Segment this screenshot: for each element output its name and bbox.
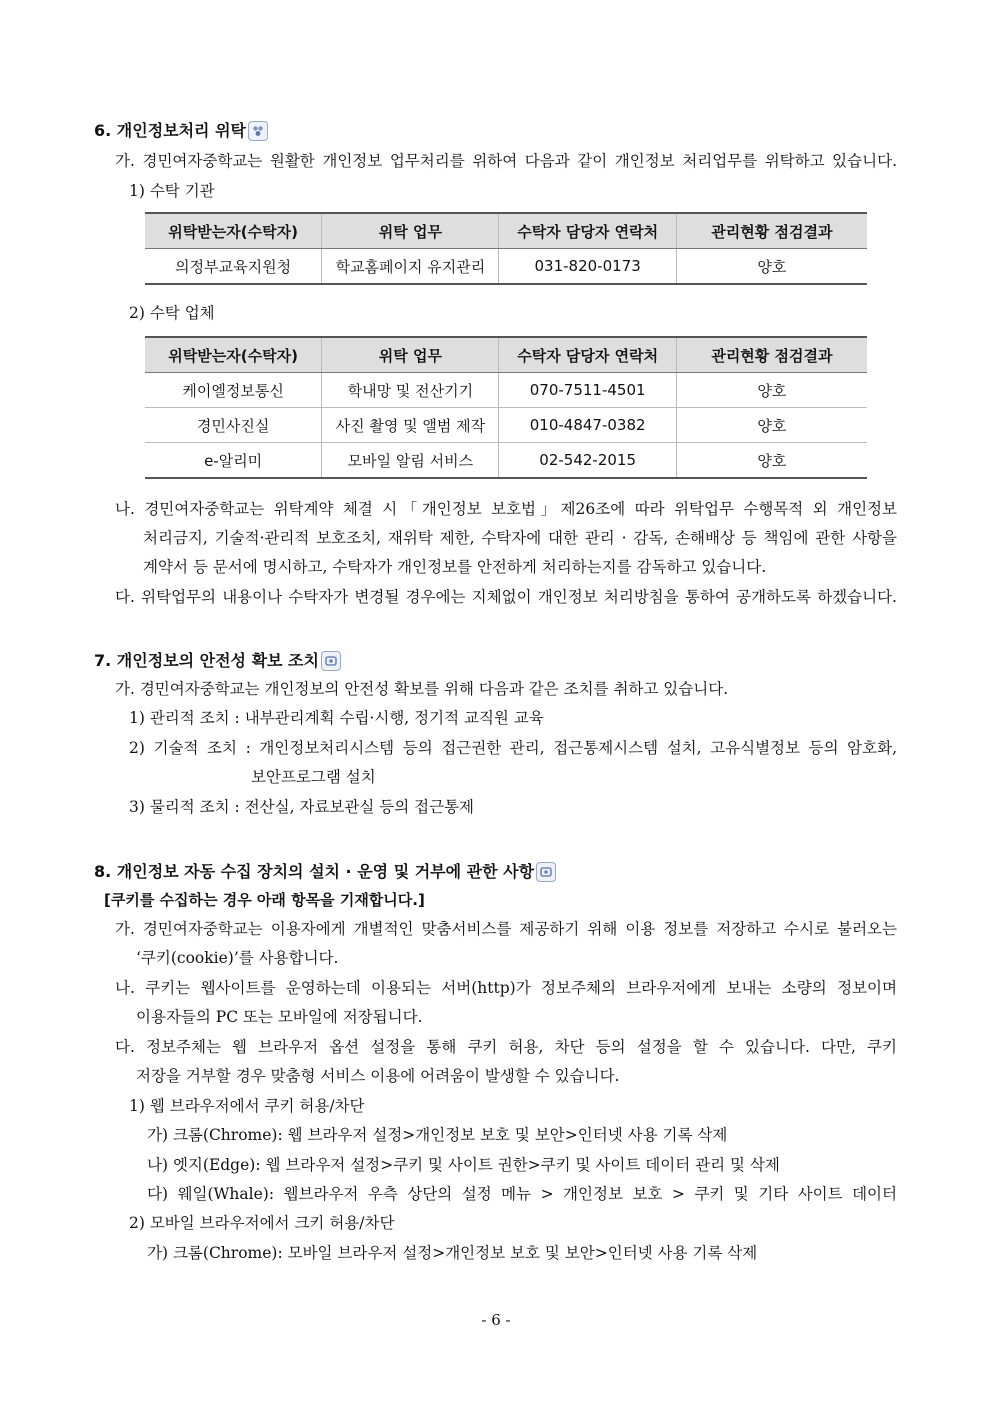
- cell-task: 학교홈페이지 유지관리: [322, 249, 499, 285]
- header-result: 관리현황 점검결과: [676, 337, 867, 373]
- table-row: [145, 443, 867, 479]
- people-icon: [248, 121, 268, 141]
- web-chrome-line: 가) 크롬(Chrome): 웹 브라우저 설정>개인정보 보호 및 보안>인터넷 사용 기록 삭제: [147, 1126, 728, 1144]
- section-8-ga-line2: ‘쿠키(cookie)’를 사용합니다.: [136, 949, 339, 967]
- section-8-da-line1: 다. 정보주체는 웹 브라우저 옵션 설정을 통해 쿠키 허용, 차단 등의 설정을 할 수 있습니다. 다만, 쿠키: [115, 1038, 897, 1056]
- section-6-na-line3: 계약서 등 문서에 명시하고, 수탁자가 개인정보를 안전하게 처리하는지를 감독하고 있습니다.: [143, 558, 767, 576]
- section-8-title: 8. 개인정보 자동 수집 장치의 설치 · 운영 및 거부에 관한 사항: [94, 862, 556, 882]
- cell-trustee: 케이엘정보통신: [145, 373, 322, 408]
- cell-trustee: 경민사진실: [145, 408, 322, 443]
- header-contact: 수탁자 담당자 연락처: [499, 213, 676, 249]
- section-6-na-line1: 나. 경민여자중학교는 위탁계약 체결 시「개인정보 보호법」제26조에 따라 위탁업무 수행목적 외 개인정보: [115, 500, 897, 518]
- link-icon: [536, 862, 556, 882]
- header-trustee: 위탁받는자(수탁자): [145, 213, 322, 249]
- cell-trustee: 의정부교육지원청: [145, 249, 322, 285]
- section-7-item1: 1) 관리적 조치 : 내부관리계획 수립·시행, 정기적 교직원 교육: [129, 709, 544, 727]
- table-header-row: [145, 213, 867, 249]
- cell-result: 양호: [676, 373, 867, 408]
- header-contact: 수탁자 담당자 연락처: [499, 337, 676, 373]
- web-whale-line: 다) 웨일(Whale): 웹브라우저 우측 상단의 설정 메뉴 > 개인정보 보호 > 쿠키 및 기타 사이트 데이터: [147, 1185, 897, 1203]
- cell-contact: 070-7511-4501: [499, 373, 676, 408]
- section-8-na-line1: 나. 쿠키는 웹사이트를 운영하는데 이용되는 서버(http)가 정보주체의 브라우저에게 보내는 소량의 정보이며: [115, 979, 897, 997]
- table-row: [145, 249, 867, 285]
- cell-result: 양호: [676, 408, 867, 443]
- mobile-browser-heading: 2) 모바일 브라우저에서 크키 허용/차단: [129, 1214, 395, 1232]
- cell-contact: 031-820-0173: [499, 249, 676, 285]
- consignment-agency-table: [145, 212, 867, 285]
- cell-contact: 010-4847-0382: [499, 408, 676, 443]
- item-2-label: 2) 수탁 업체: [129, 304, 215, 322]
- section-7-item2-line1: 2) 기술적 조치 : 개인정보처리시스템 등의 접근권한 관리, 접근통제시스템 설치, 고유식별정보 등의 암호화,: [129, 739, 897, 757]
- header-trustee: 위탁받는자(수탁자): [145, 337, 322, 373]
- cell-result: 양호: [676, 249, 867, 285]
- table-row: [145, 373, 867, 408]
- item-1-label: 1) 수탁 기관: [129, 182, 215, 200]
- table-row: [145, 408, 867, 443]
- cell-trustee: e-알리미: [145, 443, 322, 479]
- page-number: - 6 -: [481, 1311, 511, 1329]
- section-6-ga: 가. 경민여자중학교는 원활한 개인정보 업무처리를 위하여 다음과 같이 개인정보 처리업무를 위탁하고 있습니다.: [115, 152, 897, 170]
- section-7-title: 7. 개인정보의 안전성 확보 조치: [94, 651, 341, 671]
- cell-contact: 02-542-2015: [499, 443, 676, 479]
- section-8-ga-line1: 가. 경민여자중학교는 이용자에게 개별적인 맞춤서비스를 제공하기 위해 이용 정보를 저장하고 수시로 불러오는: [115, 920, 897, 938]
- header-task: 위탁 업무: [322, 337, 499, 373]
- link-icon: [321, 651, 341, 671]
- section-8-da-line2: 저장을 거부할 경우 맞춤형 서비스 이용에 어려움이 발생할 수 있습니다.: [136, 1067, 620, 1085]
- section-6-title: 6. 개인정보처리 위탁: [94, 121, 268, 141]
- cell-result: 양호: [676, 443, 867, 479]
- header-task: 위탁 업무: [322, 213, 499, 249]
- web-browser-heading: 1) 웹 브라우저에서 쿠키 허용/차단: [129, 1097, 365, 1115]
- mobile-chrome-line: 가) 크롬(Chrome): 모바일 브라우저 설정>개인정보 보호 및 보안>인터넷 사용 기록 삭제: [147, 1244, 758, 1262]
- consignment-company-table: [145, 336, 867, 479]
- cell-task: 모바일 알림 서비스: [322, 443, 499, 479]
- section-6-na-line2: 처리금지, 기술적·관리적 보호조치, 재위탁 제한, 수탁자에 대한 관리 · 감독, 손해배상 등 책임에 관한 사항을: [143, 529, 897, 547]
- section-7-item3: 3) 물리적 조치 : 전산실, 자료보관실 등의 접근통제: [129, 798, 475, 816]
- section-7-item2-line2: 보안프로그램 설치: [251, 768, 376, 786]
- web-edge-line: 나) 엣지(Edge): 웹 브라우저 설정>쿠키 및 사이트 권한>쿠키 및 사이트 데이터 관리 및 삭제: [147, 1156, 780, 1174]
- header-result: 관리현황 점검결과: [676, 213, 867, 249]
- table-header-row: [145, 337, 867, 373]
- section-8-note: [쿠키를 수집하는 경우 아래 항목을 기재합니다.]: [104, 891, 425, 909]
- cell-task: 사진 촬영 및 앨범 제작: [322, 408, 499, 443]
- section-7-ga: 가. 경민여자중학교는 개인정보의 안전성 확보를 위해 다음과 같은 조치를 취하고 있습니다.: [115, 680, 729, 698]
- section-6-da: 다. 위탁업무의 내용이나 수탁자가 변경될 경우에는 지체없이 개인정보 처리방침을 통하여 공개하도록 하겠습니다.: [115, 588, 897, 606]
- cell-task: 학내망 및 전산기기: [322, 373, 499, 408]
- section-8-na-line2: 이용자들의 PC 또는 모바일에 저장됩니다.: [136, 1008, 423, 1026]
